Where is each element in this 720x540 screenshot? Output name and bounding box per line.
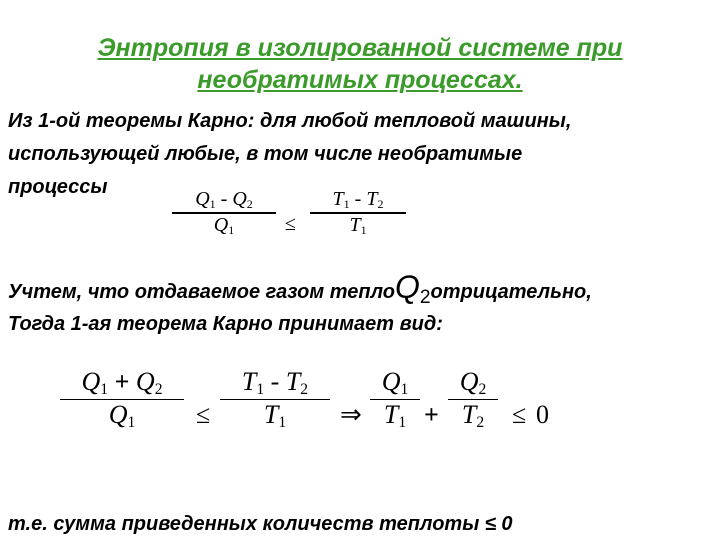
- paragraph2-line2: Тогда 1-ая теорема Карно принимает вид:: [8, 313, 443, 335]
- symbol-q: Q: [135, 367, 155, 396]
- fraction-q2-over-t2: [448, 367, 498, 432]
- less-or-equal-sign: ≤: [285, 213, 296, 235]
- paragraph2-text-after: отрицательно,: [430, 281, 592, 303]
- symbol-q: Q: [108, 400, 128, 430]
- fraction-denominator: [370, 400, 420, 432]
- subscript: 1: [228, 222, 235, 237]
- fraction-q1-over-t1: [370, 367, 420, 432]
- less-or-equal-sign: ≤: [196, 400, 211, 429]
- less-or-equal-sign: ≤: [512, 400, 527, 429]
- symbol-t: T: [461, 400, 477, 430]
- symbol-q: Q: [81, 367, 101, 396]
- symbol-t: T: [366, 188, 378, 210]
- subscript: 2: [246, 197, 253, 211]
- implies-arrow: ⇒: [340, 400, 362, 429]
- symbol-t: T: [349, 213, 361, 236]
- subscript: 1: [278, 414, 287, 432]
- plus-sign: +: [424, 400, 439, 429]
- symbol-q: Q: [459, 367, 479, 396]
- slide-title-line-2: необратимых процессах.: [197, 66, 523, 94]
- fraction-denominator: [60, 400, 184, 432]
- subscript: 2: [154, 380, 163, 398]
- fraction-numerator: [310, 188, 406, 212]
- slide-title-line-1: Энтропия в изолированной системе при: [97, 34, 623, 62]
- subscript: 2: [478, 380, 487, 398]
- minus-sign: -: [270, 367, 280, 396]
- symbol-t: T: [285, 367, 301, 396]
- symbol-q: Q: [195, 188, 210, 210]
- fraction-denominator: [310, 214, 406, 238]
- symbol-q: Q: [381, 367, 401, 396]
- paragraph2-text-before: Учтем, что отдаваемое газом тепло: [8, 281, 395, 303]
- minus-sign: -: [354, 188, 362, 210]
- fraction-denominator: [220, 400, 330, 432]
- paragraph2-line1: [8, 269, 592, 308]
- paragraph1-line3: процессы: [8, 176, 108, 198]
- subscript: 1: [400, 380, 409, 398]
- conclusion-text: т.е. сумма приведенных количеств теплоты ≤ 0: [8, 513, 513, 535]
- symbol-t: T: [263, 400, 279, 430]
- subscript: 2: [377, 197, 384, 211]
- subscript: 2: [476, 414, 485, 432]
- fraction-numerator: [172, 188, 276, 212]
- inline-q2-symbol: [394, 269, 431, 308]
- subscript: 2: [300, 380, 309, 398]
- zero-value: 0: [536, 400, 549, 429]
- symbol-q: Q: [232, 188, 247, 210]
- paragraph1-line1: Из 1-ой теоремы Карно: для любой тепловой машины,: [8, 110, 572, 132]
- subscript: 1: [209, 197, 216, 211]
- subscript: 1: [360, 222, 367, 237]
- fraction-denominator: [448, 400, 498, 432]
- paragraph1-line2: использующей любые, в том числе необратимые: [8, 143, 523, 165]
- fraction-numerator: [448, 367, 498, 399]
- subscript: 1: [343, 197, 350, 211]
- fraction-q-efficiency: [172, 188, 276, 238]
- symbol-q: Q: [213, 213, 229, 236]
- symbol-t: T: [332, 188, 344, 210]
- fraction-numerator: [220, 367, 330, 399]
- fraction-q-sum: [60, 367, 184, 432]
- subscript: 1: [398, 414, 407, 432]
- plus-sign: +: [114, 367, 130, 396]
- fraction-numerator: [370, 367, 420, 399]
- symbol-q: Q: [394, 269, 420, 305]
- subscript: 2: [419, 286, 431, 308]
- minus-sign: -: [220, 188, 228, 210]
- subscript: 1: [256, 380, 265, 398]
- subscript: 1: [127, 414, 136, 432]
- fraction-denominator: [172, 214, 276, 238]
- fraction-t-difference: [220, 367, 330, 432]
- subscript: 1: [100, 380, 109, 398]
- fraction-t-efficiency: [310, 188, 406, 238]
- symbol-t: T: [383, 400, 399, 430]
- symbol-t: T: [241, 367, 257, 396]
- fraction-numerator: [60, 367, 184, 399]
